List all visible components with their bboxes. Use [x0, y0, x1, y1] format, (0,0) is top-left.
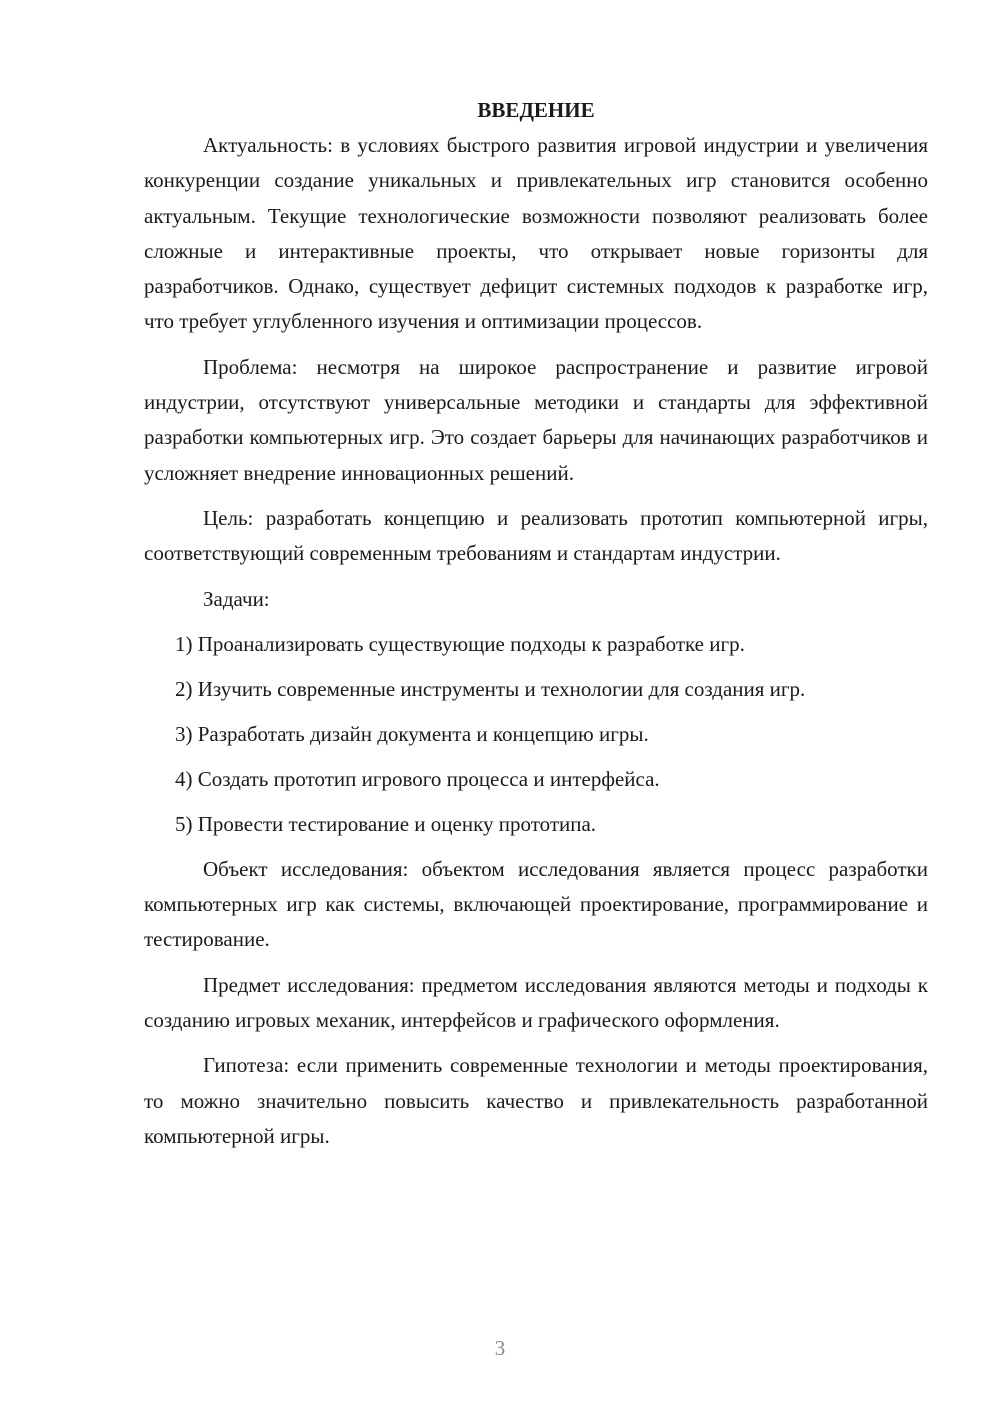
subject-paragraph: Предмет исследования: предметом исследования являются методы и подходы к созданию игровых механик, интерфейсов и графического оформления. [144, 972, 928, 1033]
tasks-list [144, 627, 928, 842]
object-paragraph: Объект исследования: объектом исследования является процесс разработки компьютерных игр как системы, включающей проектирование, программирование и тестирование. [144, 856, 928, 952]
page-number: 3 [494, 1336, 506, 1360]
page-content [144, 92, 928, 1154]
problem-paragraph: Проблема: несмотря на широкое распространение и развитие игровой индустрии, отсутствуют универсальные методики и стандарты для эффективной разработки компьютерных игр. Это создает барьеры для начинающих разработчиков и усложняет внедрение инновационных решений. [144, 354, 928, 485]
goal-paragraph: Цель: разработать концепцию и реализовать прототип компьютерной игры, соответствующий современным требованиям и стандартам индустрии. [144, 505, 928, 566]
list-item: 5) Провести тестирование и оценку прототипа. [175, 811, 597, 836]
list-item: 3) Разработать дизайн документа и концепцию игры. [175, 721, 649, 746]
list-item: 1) Проанализировать существующие подходы к разработке игр. [175, 631, 745, 656]
section-title: ВВЕДЕНИЕ [477, 98, 595, 122]
hypothesis-paragraph: Гипотеза: если применить современные технологии и методы проектирования, то можно значительно повысить качество и привлекательность разработанной компьютерной игры. [144, 1053, 928, 1148]
list-item: 4) Создать прототип игрового процесса и интерфейса. [175, 766, 660, 791]
tasks-heading: Задачи: [203, 586, 270, 611]
list-item: 2) Изучить современные инструменты и технологии для создания игр. [175, 676, 806, 701]
relevance-paragraph: Актуальность: в условиях быстрого развития игровой индустрии и увеличения конкуренции создание уникальных и привлекательных игр становится особенно актуальным. Текущие технологические возможности позволяют реализовать более сложные и интерактивные проекты, что открывает новые горизонты для разработчиков. Однако, существует дефицит системных подходов к разработке игр, что требует углубленного изучения и оптимизации процессов. [144, 133, 928, 334]
